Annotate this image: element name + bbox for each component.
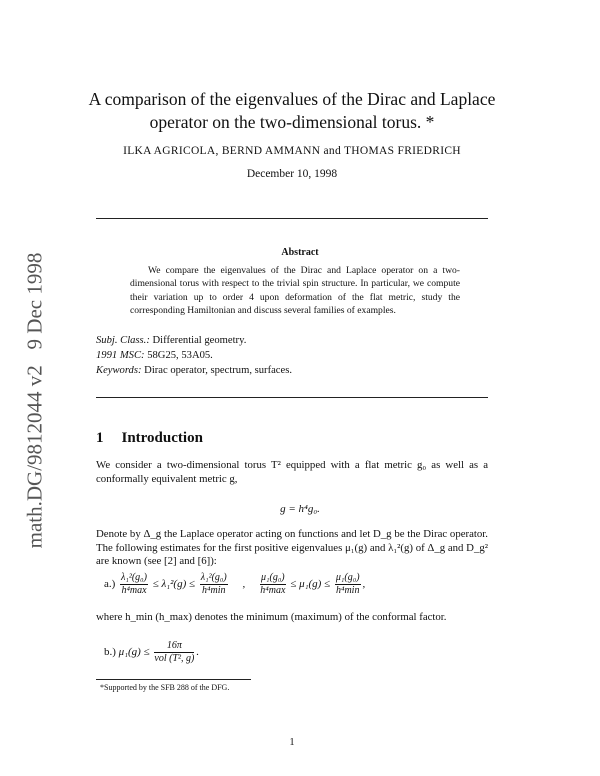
msc: 1991 MSC: 58G25, 53A05. xyxy=(96,350,213,361)
title-line-2: operator on the two-dimensional torus. * xyxy=(149,112,435,132)
abstract-text: We compare the eigenvalues of the Dirac and Laplace operator on a two-dimensional torus with respect to the trivial spin structure. In particular, we compute their variation up to order 4 upon deformation of the flat metric, study the corresponding Hamiltonian and discuss several families of examples. xyxy=(130,265,460,317)
fraction: $\frac{\text{λ₁²(g₀)}}{\text{h⁴min}}$ xyxy=(200,572,227,596)
bottom-rule xyxy=(96,397,488,398)
footnote: *Supported by the SFB 288 of the DFG. xyxy=(100,683,230,692)
fraction: $\frac{16\pi}{\text{vol (T², g)}}$ xyxy=(154,640,195,664)
authors: ILKA AGRICOLA, BERND AMMANN and THOMAS FRIEDRICH xyxy=(123,145,461,157)
paragraph-1: We consider a two-dimensional torus T² equipped with a flat metric g₀ as well as a conformally equivalent metric g, xyxy=(96,459,488,485)
equation-1: g = h⁴g₀. xyxy=(280,503,320,515)
fraction: $\frac{\text{μ₁(g₀)}}{\text{h⁴min}}$ xyxy=(335,572,360,596)
top-rule xyxy=(96,218,488,219)
date: December 10, 1998 xyxy=(246,168,338,180)
title-line-1: A comparison of the eigenvalues of the Dirac and Laplace xyxy=(88,89,496,109)
equation-b: b.) μ₁(g) ≤ $\frac{16\pi}{\text{vol (T², g)}}$ . xyxy=(104,640,200,664)
footnote-rule xyxy=(96,679,251,680)
arxiv-stamp: math.DG/9812044 v2 9 Dec 1998 xyxy=(22,252,47,549)
paragraph-3: where h_min (h_max) denotes the minimum (maximum) of the conformal factor. xyxy=(96,611,447,623)
metadata xyxy=(96,333,292,378)
abstract-heading: Abstract xyxy=(281,247,319,258)
page-number: 1 xyxy=(289,737,295,748)
fraction: $\frac{\text{λ₁²(g₀)}}{\text{h⁴max}}$ xyxy=(121,572,147,596)
keywords: Keywords: Dirac operator, spectrum, surfaces. xyxy=(96,365,292,376)
subj-class: Subj. Class.: Differential geometry. xyxy=(96,335,247,346)
section-heading: 1 Introduction xyxy=(96,430,203,446)
fraction: $\frac{\text{μ₁(g₀)}}{\text{h⁴max}}$ xyxy=(260,572,286,596)
paragraph-2: Denote by Δ_g the Laplace operator acting on functions and let D_g be the Dirac operator. The following estimates for the first positive eigenvalues μ₁(g) and λ₁²(g) of Δ_g and D_g² are known (see [2] and [6]): xyxy=(96,528,488,567)
equation-a: a.) $\frac{\text{λ₁²(g₀)}}{\text{h⁴max}}$ ≤ λ₁²(g) ≤ $\frac{\text{λ₁²(g₀)}}{\text{h⁴min}}$ , $\frac{\text{μ₁(g₀)}}{\text{h⁴max}}$ ≤ μ₁(g) ≤ $\frac{\text{μ₁(g₀)}}{\text{h⁴min}}$ , xyxy=(104,572,366,596)
